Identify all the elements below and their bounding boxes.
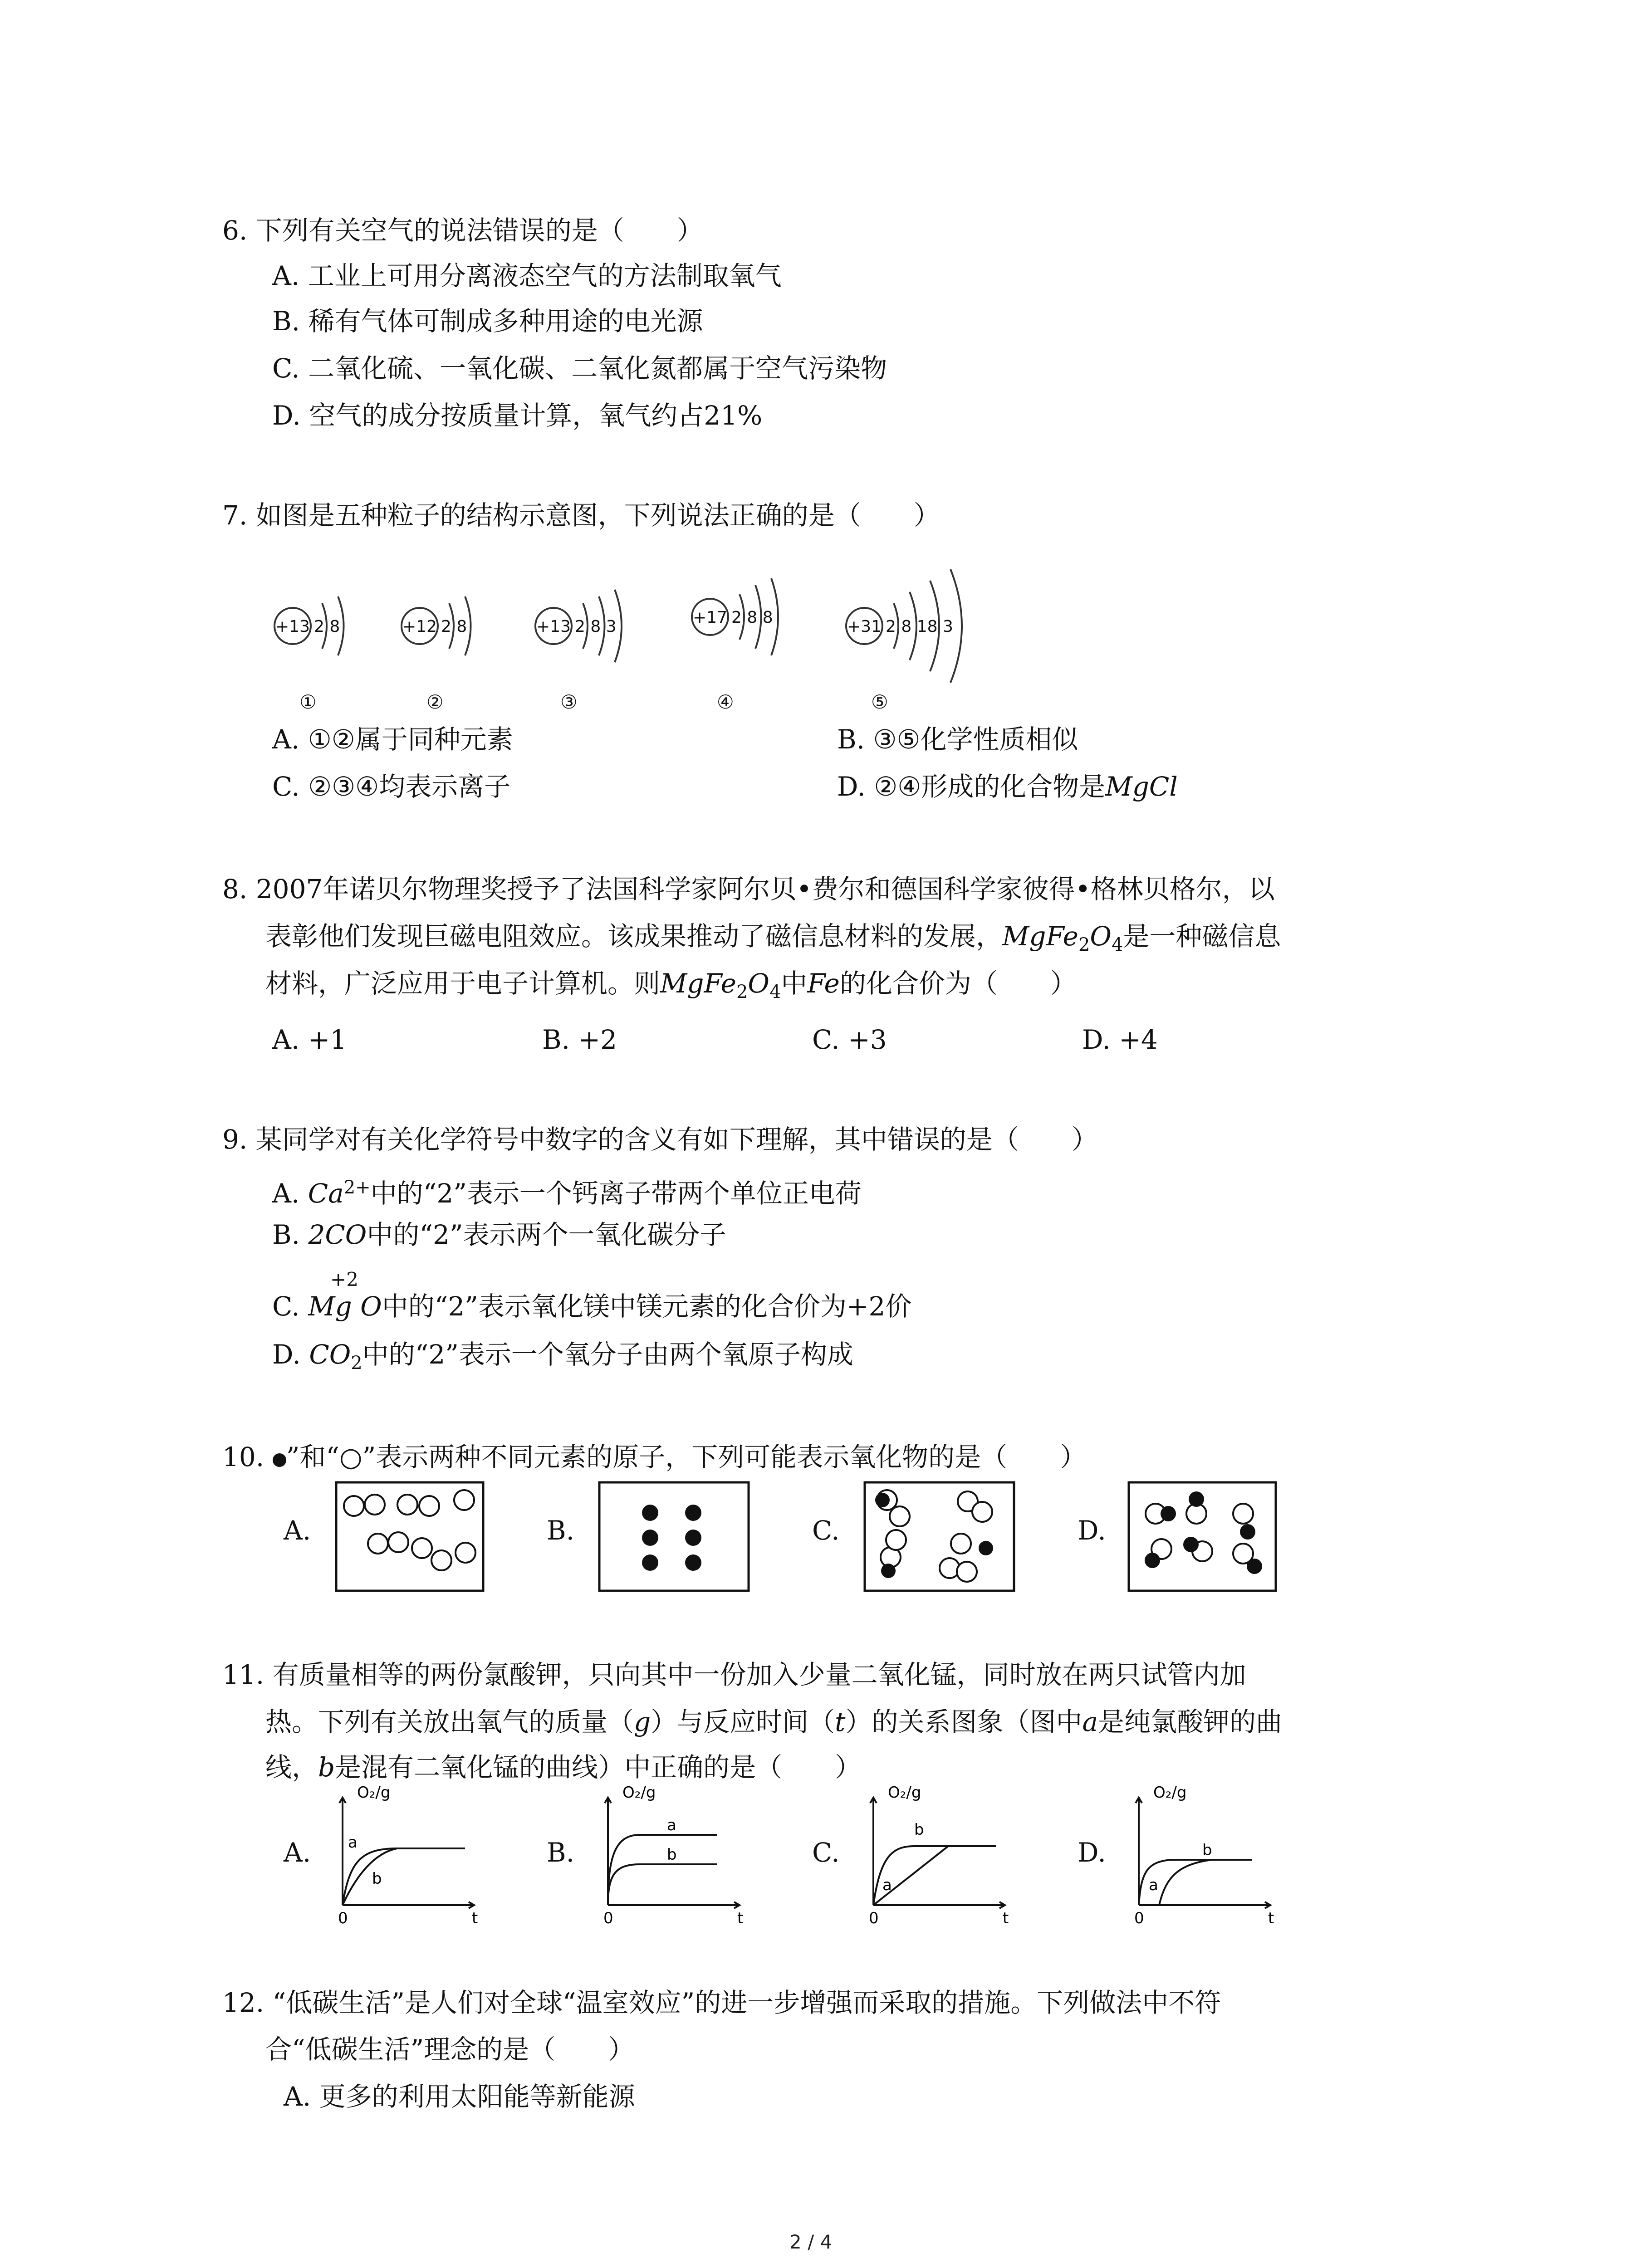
atom-5-label: ⑤ [871, 691, 888, 713]
atom-2-shells: 2 8 [441, 617, 467, 636]
svg-text:O₂/g: O₂/g [1153, 1785, 1187, 1802]
svg-text:O₂/g: O₂/g [622, 1785, 656, 1802]
q11-label-b: B. [547, 1837, 575, 1868]
svg-text:O₂/g: O₂/g [357, 1785, 391, 1802]
q10-stem: 10. ”和“○”表示两种不同元素的原子，下列可能表示氧化物的是（ ） [222, 1442, 1087, 1472]
q8-stem-line1: 8. 2007年诺贝尔物理奖授予了法国科学家阿尔贝•费尔和德国科学家彼得•格林贝格尔，以 [222, 874, 1275, 904]
q12-stem-line2: 合“低碳生活”理念的是（ ） [265, 2034, 635, 2065]
q9-option-a: A. $Ca^{2+}$中的“2”表示一个钙离子带两个单位正电荷 [272, 1177, 862, 1209]
atom-4-nucleus: +17 [693, 608, 727, 627]
q7-option-d-formula: MgCl [1105, 771, 1178, 802]
q9-option-c: C. Mg O中的“2”表示氧化镁中镁元素的化合价为+2价 [272, 1291, 912, 1322]
svg-text:0: 0 [1134, 1909, 1144, 1927]
atom-structure-diagrams [263, 540, 998, 735]
svg-text:t: t [1268, 1909, 1274, 1927]
svg-text:b: b [372, 1870, 382, 1888]
svg-text:b: b [667, 1846, 677, 1864]
atom-3-label: ③ [560, 691, 578, 713]
q10-label-b: B. [547, 1515, 575, 1546]
q11-graph-c [855, 1785, 1046, 1930]
atom-1-shells: 2 8 [314, 617, 340, 636]
q10-box-a [335, 1481, 485, 1592]
q8-option-a: A. +1 [272, 1024, 347, 1055]
q10-box-d [1127, 1481, 1277, 1592]
svg-text:t: t [1003, 1909, 1009, 1927]
q10-box-c [863, 1481, 1015, 1592]
atom-3-nucleus: +13 [536, 617, 571, 636]
q12-option-a: A. 更多的利用太阳能等新能源 [284, 2081, 635, 2112]
black-atom-icon [273, 1453, 286, 1467]
q11-graph-b [590, 1785, 780, 1930]
atom-5-shells: 2 8 18 3 [886, 617, 953, 636]
q8-stem-line2: 表彰他们发现巨磁电阻效应。该成果推动了磁信息材料的发展，$MgFe_2O_4$是一种磁信息 [265, 921, 1281, 955]
q7-option-a: A. ①②属于同种元素 [272, 724, 513, 755]
svg-text:0: 0 [338, 1909, 348, 1927]
q6-option-a: A. 工业上可用分离液态空气的方法制取氧气 [272, 260, 782, 291]
svg-text:a: a [348, 1833, 358, 1852]
q11-label-d: D. [1078, 1837, 1106, 1868]
atom-1-label: ① [299, 691, 317, 713]
q6-option-b: B. 稀有气体可制成多种用途的电光源 [272, 306, 703, 337]
svg-text:b: b [914, 1821, 924, 1839]
svg-text:a: a [1149, 1876, 1158, 1894]
svg-text:t: t [472, 1909, 478, 1927]
q11-stem-line2: 热。下列有关放出氧气的质量（g）与反应时间（t）的关系图象（图中a是纯氯酸钾的曲 [265, 1706, 1283, 1737]
q9-stem: 9. 某同学对有关化学符号中数字的含义有如下理解，其中错误的是（ ） [222, 1124, 1098, 1155]
q6-option-c: C. 二氧化硫、一氧化碳、二氧化氮都属于空气污染物 [272, 353, 887, 384]
q10-label-c: C. [812, 1515, 840, 1546]
q7-stem: 7. 如图是五种粒子的结构示意图，下列说法正确的是（ ） [222, 500, 940, 531]
q6-option-d: D. 空气的成分按质量计算，氧气约占21% [272, 400, 763, 431]
q11-stem-line1: 11. 有质量相等的两份氯酸钾，只向其中一份加入少量二氧化锰，同时放在两只试管内加 [222, 1659, 1246, 1690]
q11-label-c: C. [812, 1837, 840, 1868]
svg-text:a: a [882, 1876, 892, 1894]
q9-option-c-valence: +2 [330, 1268, 358, 1290]
svg-text:t: t [737, 1909, 744, 1927]
atom-2-nucleus: +12 [402, 617, 437, 636]
svg-text:0: 0 [869, 1909, 879, 1927]
q7-option-d-text: D. ②④形成的化合物是 [837, 771, 1106, 802]
q10-label-a: A. [284, 1515, 311, 1546]
q12-stem-line1: 12. “低碳生活”是人们对全球“温室效应”的进一步增强而采取的措施。下列做法中不符 [222, 1987, 1221, 2018]
page-number: 2 / 4 [789, 2231, 833, 2253]
q9-option-b: B. 2CO中的“2”表示两个一氧化碳分子 [272, 1219, 726, 1250]
q8-stem-line3: 材料，广泛应用于电子计算机。则$MgFe_2O_4$中Fe的化合价为（ ） [265, 968, 1077, 1002]
atom-3-shells: 2 8 3 [575, 617, 617, 636]
q10-label-d: D. [1078, 1515, 1106, 1546]
q7-option-b: B. ③⑤化学性质相似 [837, 724, 1078, 755]
atom-4-label: ④ [717, 691, 734, 713]
svg-text:O₂/g: O₂/g [888, 1785, 921, 1802]
atom-5-nucleus: +31 [847, 617, 882, 636]
q11-stem-line3: 线，b是混有二氧化锰的曲线）中正确的是（ ） [265, 1752, 862, 1783]
svg-text:b: b [1202, 1841, 1212, 1859]
q8-option-d: D. +4 [1082, 1024, 1158, 1055]
q8-option-c: C. +3 [812, 1024, 887, 1055]
q11-graph-d [1121, 1785, 1311, 1930]
q11-label-a: A. [284, 1837, 311, 1868]
svg-text:a: a [667, 1816, 676, 1834]
q9-option-d: D. $CO_2$中的“2”表示一个氧分子由两个氧原子构成 [272, 1339, 853, 1374]
q6-stem: 6. 下列有关空气的说法错误的是（ ） [222, 215, 703, 246]
q11-graph-a [324, 1785, 515, 1930]
atom-2-label: ② [426, 691, 444, 713]
q10-box-b [598, 1481, 750, 1592]
atom-1-nucleus: +13 [275, 617, 310, 636]
atom-4-shells: 2 8 8 [731, 608, 773, 627]
q7-option-c: C. ②③④均表示离子 [272, 771, 511, 802]
q7-option-d [837, 768, 1178, 805]
q8-option-b: B. +2 [542, 1024, 617, 1055]
svg-text:0: 0 [603, 1909, 613, 1927]
